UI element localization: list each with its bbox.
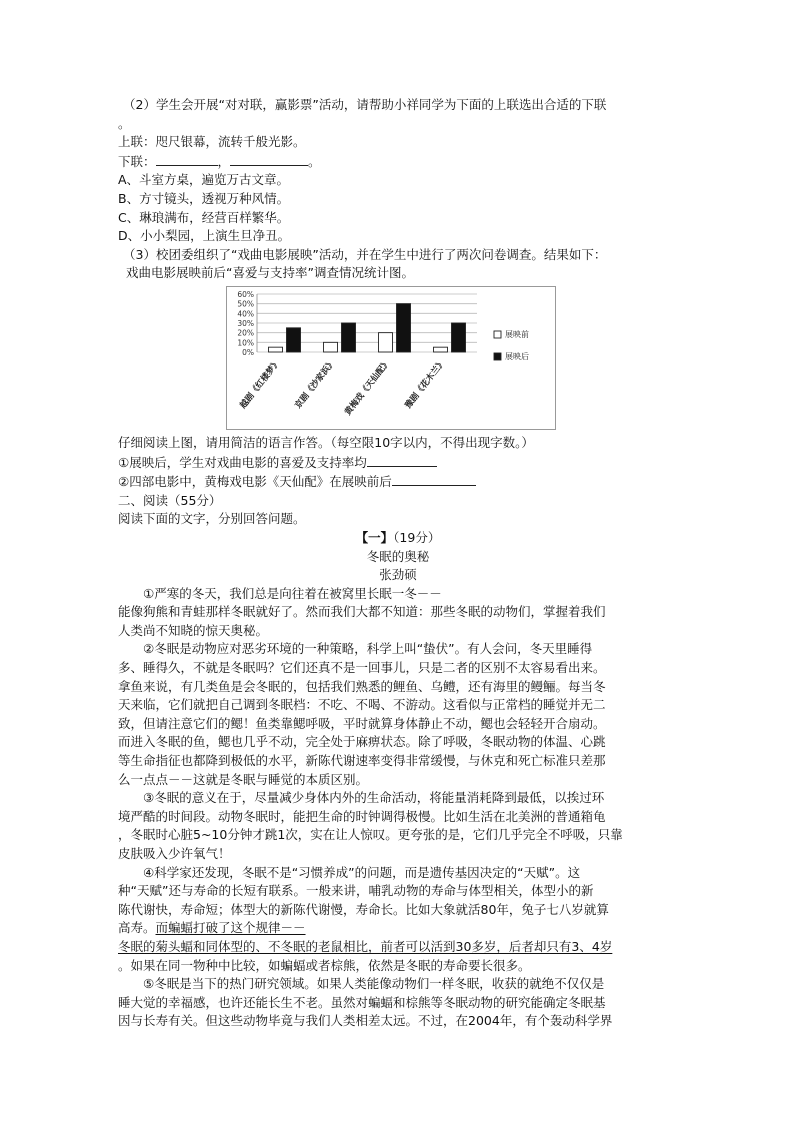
bar-before — [269, 347, 283, 352]
text-line: 。如果在同一物种中比较，如蝙蝠或者棕熊，依然是冬眠的寿命要长很多。 — [118, 957, 531, 973]
paragraph-2 — [118, 640, 678, 789]
x-category-label: 豫剧《花木兰》 — [403, 357, 448, 411]
text-line: ⑤冬眠是当下的热门研究领域。如果人类能像动物们一样冬眠，收获的就绝不仅仅是 — [143, 976, 605, 992]
text-line: 因与长寿有关。但这些动物毕竟与我们人类相差太远。不过，在2004年，有个轰动科学界 — [118, 1013, 613, 1029]
q3-blank1-text: ①展映后，学生对戏曲电影的喜爱及支持率均 — [118, 454, 367, 470]
q3-blank2-text: ②四部电影中，黄梅戏电影《天仙配》在展映前后 — [118, 474, 392, 490]
section2-heading: 二、阅读（55分） — [118, 492, 222, 508]
paragraph-3 — [118, 789, 678, 863]
q2-option-d: D、小小梨园，上演生旦净丑。 — [118, 228, 291, 244]
q2-option-c: C、琳琅满布，经营百样繁华。 — [118, 209, 290, 225]
q3-subtitle: 戏曲电影展映前后“喜爱与支持率”调查情况统计图。 — [126, 265, 414, 281]
q3-blank2 — [118, 472, 678, 492]
document-page — [118, 96, 678, 1031]
legend-label: 展映前 — [505, 329, 529, 339]
q2-xialian — [118, 152, 678, 172]
text-line: 能像狗熊和青蛙那样冬眠就好了。然而我们大都不知道：那些冬眠的动物们，掌握着我们 — [118, 604, 606, 620]
q2-option-b: B、方寸镜头，透视万种风情。 — [118, 190, 290, 206]
p4-plain: 高寿。 — [118, 920, 156, 936]
part-heading — [118, 529, 678, 548]
p4-underlined-2: 冬眠的菊头蝠和同体型的、不冬眠的老鼠相比，前者可以活到30多岁，后者却只有3、4岁 — [118, 938, 613, 954]
text-line: 拿鱼来说，有几类鱼是会冬眠的，包括我们熟悉的鲤鱼、乌鳢，还有海里的鳗鲡。每当冬 — [118, 678, 606, 694]
bar-after — [452, 323, 466, 352]
text-line: 等生命指征也都降到极低的水平，新陈代谢速率变得非常缓慢，与休克和死亡标准只差那 — [118, 753, 606, 769]
text-line: 睡大觉的幸福感，也许还能长生不老。虽然对蝙蝠和棕熊等冬眠动物的研究能确定冬眠基 — [118, 994, 606, 1010]
text-line — [118, 919, 678, 938]
legend-swatch — [494, 353, 501, 360]
paragraph-1 — [118, 585, 678, 641]
bar-before — [379, 333, 393, 352]
q3-prompt: （3）校团委组织了“戏曲电影展映”活动，并在学生中进行了两次问卷调查。结果如下： — [123, 246, 607, 262]
text-line: ，冬眠时心脏5~10分钟才跳1次，实在让人惊叹。更夸张的是，它们几乎完全不呼吸，只靠 — [118, 827, 623, 843]
bar-after — [397, 304, 411, 352]
text-line: 皮肤吸入少许氧气！ — [118, 846, 231, 861]
q3-instruction: 仔细阅读上图，请用简洁的语言作答。（每空限10字以内，不得出现字数。） — [118, 434, 534, 450]
text-line: 而进入冬眠的鱼，鳃也几乎不动，完全处于麻痹状态。除了呼吸，冬眠动物的体温、心跳 — [118, 734, 606, 750]
q2-option-a: A、斗室方桌，遍览万古文章。 — [118, 172, 290, 188]
x-category-label: 越剧《红楼梦》 — [238, 357, 283, 411]
y-tick-label: 20% — [237, 328, 254, 338]
paragraph-5 — [118, 975, 678, 1031]
xialian-sep: ， — [217, 153, 231, 169]
part-label: 【一】 — [355, 529, 394, 545]
chart-svg — [227, 287, 555, 429]
section2-instruction: 阅读下面的文字，分别回答问题。 — [118, 511, 306, 527]
p4-underlined-1: 而蝙蝠打破了这个规律－－ — [155, 920, 306, 936]
text-line: ③冬眠的意义在于，尽量减少身体内外的生命活动，将能量消耗降到最低，以挨过环 — [143, 790, 605, 806]
xialian-blank-1[interactable] — [156, 152, 218, 166]
bar-before — [434, 347, 448, 352]
x-category-label: 黄梅戏《天仙配》 — [343, 357, 393, 418]
text-line: 致，但请注意它们的鳃！鱼类靠鳃呼吸，平时就算身体静止不动，鳃也会轻轻开合扇动。 — [118, 715, 606, 731]
legend-swatch — [494, 331, 501, 338]
bar-before — [324, 342, 338, 352]
bar-after — [287, 328, 301, 352]
y-tick-label: 40% — [237, 309, 254, 319]
text-line: ②冬眠是动物应对恶劣环境的一种策略，科学上叫“蛰伏”。有人会问，冬天里睡得 — [143, 641, 593, 657]
q2-prompt-tail: 。 — [118, 115, 131, 131]
xialian-label: 下联： — [118, 153, 156, 169]
legend-label: 展映后 — [505, 351, 529, 361]
y-tick-label: 30% — [237, 318, 254, 328]
bar-after — [342, 323, 356, 352]
q3-blank1 — [118, 453, 678, 473]
text-line: 种“天赋”还与寿命的长短有联系。一般来讲，哺乳动物的寿命与体型相关，体型小的新 — [118, 883, 594, 899]
xialian-blank-2[interactable] — [230, 152, 308, 166]
y-tick-label: 0% — [242, 347, 254, 357]
y-tick-label: 10% — [237, 338, 254, 348]
paragraph-4 — [118, 864, 678, 976]
text-line: ①严寒的冬天，我们总是向往着在被窝里长眠一冬－－ — [143, 585, 442, 601]
article-title: 冬眠的奥秘 — [366, 548, 430, 564]
xialian-end: 。 — [308, 153, 321, 169]
article-author: 张劲硕 — [379, 567, 417, 583]
text-line: 陈代谢快，寿命短；体型大的新陈代谢慢，寿命长。比如大象就活80年，兔子七八岁就算 — [118, 901, 609, 917]
y-tick-label: 60% — [237, 289, 254, 299]
part-score: （19分） — [393, 529, 441, 545]
text-line: 天来临，它们就把自己调到冬眠档：不吃、不喝、不游动。这看似与正常档的睡觉并无二 — [118, 697, 606, 713]
text-line: ④科学家还发现，冬眠不是“习惯养成”的问题，而是遗传基因决定的“天赋”。这 — [143, 864, 581, 880]
text-line: 人类尚不知晓的惊天奥秘。 — [118, 622, 269, 638]
y-tick-label: 50% — [237, 299, 254, 309]
survey-bar-chart — [226, 286, 556, 430]
q2-shanglian: 上联：咫尺银幕，流转千般光影。 — [118, 134, 306, 150]
q2-prompt: （2）学生会开展“对对联，赢影票”活动，请帮助小祥同学为下面的上联选出合适的下联 — [123, 97, 607, 112]
text-line: 么一点点－－这就是冬眠与睡觉的本质区别。 — [118, 771, 369, 787]
text-line: 境严酷的时间段。动物冬眠时，能把生命的时钟调得极慢。比如生活在北美洲的普通箱龟 — [118, 808, 606, 824]
x-category-label: 京剧《沙家浜》 — [293, 357, 338, 411]
text-line: 多、睡得久，不就是冬眠吗？它们还真不是一回事儿，只是二者的区别不太容易看出来。 — [118, 660, 606, 676]
q3-answer-blank-1[interactable] — [367, 453, 437, 467]
q3-answer-blank-2[interactable] — [392, 472, 476, 486]
